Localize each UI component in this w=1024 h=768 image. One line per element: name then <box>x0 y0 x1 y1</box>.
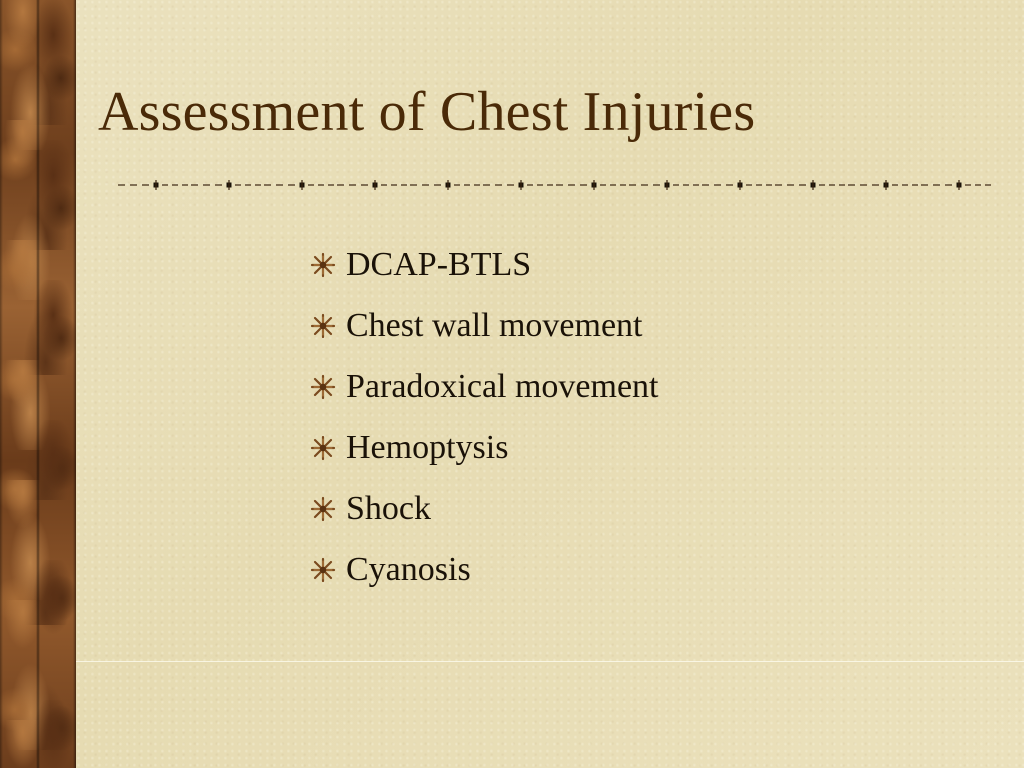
star-burst-icon <box>310 252 336 278</box>
left-marble-border <box>0 0 76 768</box>
bullet-item <box>310 417 659 478</box>
bullet-text: Paradoxical movement <box>346 367 659 405</box>
bullet-item <box>310 356 659 417</box>
decorative-divider <box>118 178 993 192</box>
slide-title: Assessment of Chest Injuries <box>98 81 756 143</box>
star-burst-icon <box>310 435 336 461</box>
star-burst-icon <box>310 496 336 522</box>
star-burst-icon <box>310 374 336 400</box>
bullet-text: Shock <box>346 489 431 527</box>
bullet-text: DCAP-BTLS <box>346 245 532 283</box>
bullet-item <box>310 234 659 295</box>
bullet-list <box>310 234 659 600</box>
star-burst-icon <box>310 557 336 583</box>
bullet-text: Chest wall movement <box>346 306 643 344</box>
bottom-rule <box>76 661 1024 662</box>
bullet-item <box>310 295 659 356</box>
star-burst-icon <box>310 313 336 339</box>
bullet-text: Hemoptysis <box>346 428 509 466</box>
bullet-item <box>310 478 659 539</box>
bullet-text: Cyanosis <box>346 550 471 588</box>
bullet-item <box>310 539 659 600</box>
